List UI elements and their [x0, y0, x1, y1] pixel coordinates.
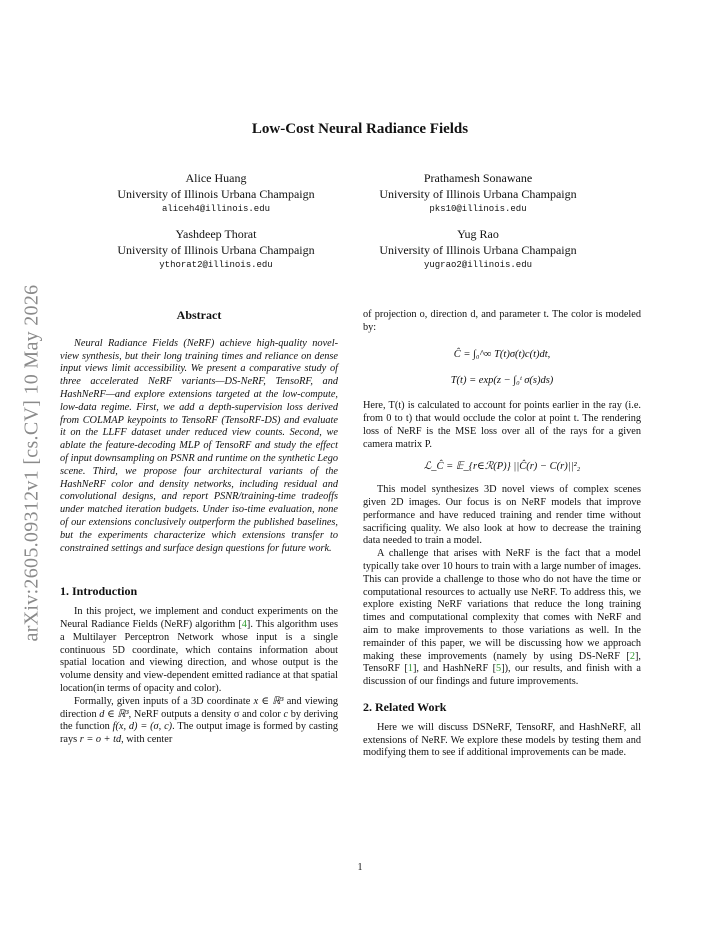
right-column	[363, 309, 641, 760]
equation-loss: ℒ_Ĉ = 𝔼_{r∈ℛ(P)} ||Ĉ(r) − C(r)||²₂	[423, 461, 581, 473]
author-email: yugrao2@illinois.edu	[423, 260, 533, 270]
author-name: Alice Huang	[185, 171, 247, 185]
author-block	[81, 226, 351, 273]
citation-link[interactable]: 1	[407, 663, 413, 675]
intro-paragraph: Formally, given inputs of a 3D coordinate x ∈ ℝ³ and viewing direction d ∈ ℝ³, NeRF outputs a density σ and color c by deriving the function f(x, d) = (σ, c). The output image is formed by casting rays r = o + td, with center	[60, 695, 339, 746]
page-number: 1	[357, 862, 363, 873]
equation-color: Ĉ = ∫₀^∞ T(t)σ(t)c(t)dt,	[453, 348, 551, 360]
body-paragraph: A challenge that arises with NeRF is the fact that a model typically take over 10 hours to train with a large number of images. This can provide a challenge to those who do not have the time or computational resources to actually use NeRF. To address this, we explore existing NeRF variations that reduce the long training times and computational complexity that comes with NeRF and aim to make improvements to those variations as well. In the remainder of this paper, we will be discussing how we approach making these improvements (namely by using DS-NeRF [2], TensoRF [1], and HashNeRF [5]), our results, and finish with a discussion of our findings and future improvements.	[363, 548, 641, 688]
intro-paragraph: In this project, we implement and conduct experiments on the Neural Radiance Fields (NeRF) algorithm [4]. This algorithm uses a Multilayer Perceptron Network whose input is a single continuous 5D coordinate, which contains information about spatial location and viewing direction, and whose output is the volume density and view-dependent emitted radiance at that spatial location(in terms of opacity and color).	[60, 606, 338, 694]
author-affiliation: University of Illinois Urbana Champaign	[117, 187, 315, 201]
related-work-heading: 2. Related Work	[363, 699, 447, 714]
body-paragraph: Here we will discuss DSNeRF, TensoRF, and HashNeRF, all extensions of NeRF. We explore these models by testing them and modifying them to see if additional improvements can be made.	[363, 721, 641, 759]
author-affiliation: University of Illinois Urbana Champaign	[117, 243, 315, 257]
author-name: Yug Rao	[457, 227, 499, 241]
arxiv-stamp: arXiv:2605.09312v1 [cs.CV] 10 May 2026	[20, 284, 43, 642]
citation-link[interactable]: 5	[496, 663, 502, 675]
intro-heading: 1. Introduction	[60, 584, 138, 599]
citation-link[interactable]: 2	[629, 650, 635, 662]
abstract-text: Neural Radiance Fields (NeRF) achieve high-quality novel-view synthesis, but their long training times and reliance on dense input views limit accessibility. We present a comparative study of three accelerated NeRF variants—DS-NeRF, TensoRF, and HashNeRF—and explore extensions targeted at the low-compute, low-data regime. First, we add a depth-supervision loss derived from COLMAP keypoints to TensoRF (TensoRF-DS) and evaluate it on the LLFF dataset under reduced view counts. Second, we ablate the feature-decoding MLP of TensoRF and study the effect of input downsampling on PSNR and runtime on the synthetic Lego scene. Third, we propose four architectural variants of the HashNeRF color and density networks, including residual and convolutional designs, and report PSNR/training-time tradeoffs under matched iteration budgets. Under iso-time evaluation, none of our extensions conclusively outperform the published baselines, but the experiments characterize which extensions transfer to constrained settings and surface design questions for future work.	[60, 337, 338, 554]
body-paragraph: Here, T(t) is calculated to account for points earlier in the ray (i.e. from 0 to t) that would occlude the color at point t. The rendering loss of NeRF is the MSE loss over all of the rays for a given camera matrix P.	[363, 400, 641, 450]
author-block	[81, 170, 351, 217]
author-name: Prathamesh Sonawane	[423, 171, 533, 185]
author-affiliation: University of Illinois Urbana Champaign	[379, 187, 577, 201]
author-name: Yashdeep Thorat	[175, 227, 257, 241]
author-email: aliceh4@illinois.edu	[161, 204, 271, 214]
body-paragraph: This model synthesizes 3D novel views of complex scenes given 2D images. Our focus is on NeRF models that improve performance and have reduced training and render time without sacrificing quality. We also look at how to decrease the training data needed to train a model.	[363, 484, 641, 547]
author-block	[343, 170, 613, 217]
citation-link[interactable]: 4	[241, 618, 247, 630]
left-column	[60, 309, 338, 747]
author-email: pks10@illinois.edu	[429, 204, 527, 214]
equation-transmittance: T(t) = exp(z − ∫₀ᵗ σ(s)ds)	[450, 375, 554, 387]
author-block	[343, 226, 613, 273]
body-paragraph: of projection o, direction d, and parameter t. The color is modeled by:	[363, 309, 641, 333]
paper-title: Low-Cost Neural Radiance Fields	[251, 121, 469, 137]
author-affiliation: University of Illinois Urbana Champaign	[379, 243, 577, 257]
abstract-heading: Abstract	[176, 308, 222, 322]
author-email: ythorat2@illinois.edu	[159, 260, 273, 270]
